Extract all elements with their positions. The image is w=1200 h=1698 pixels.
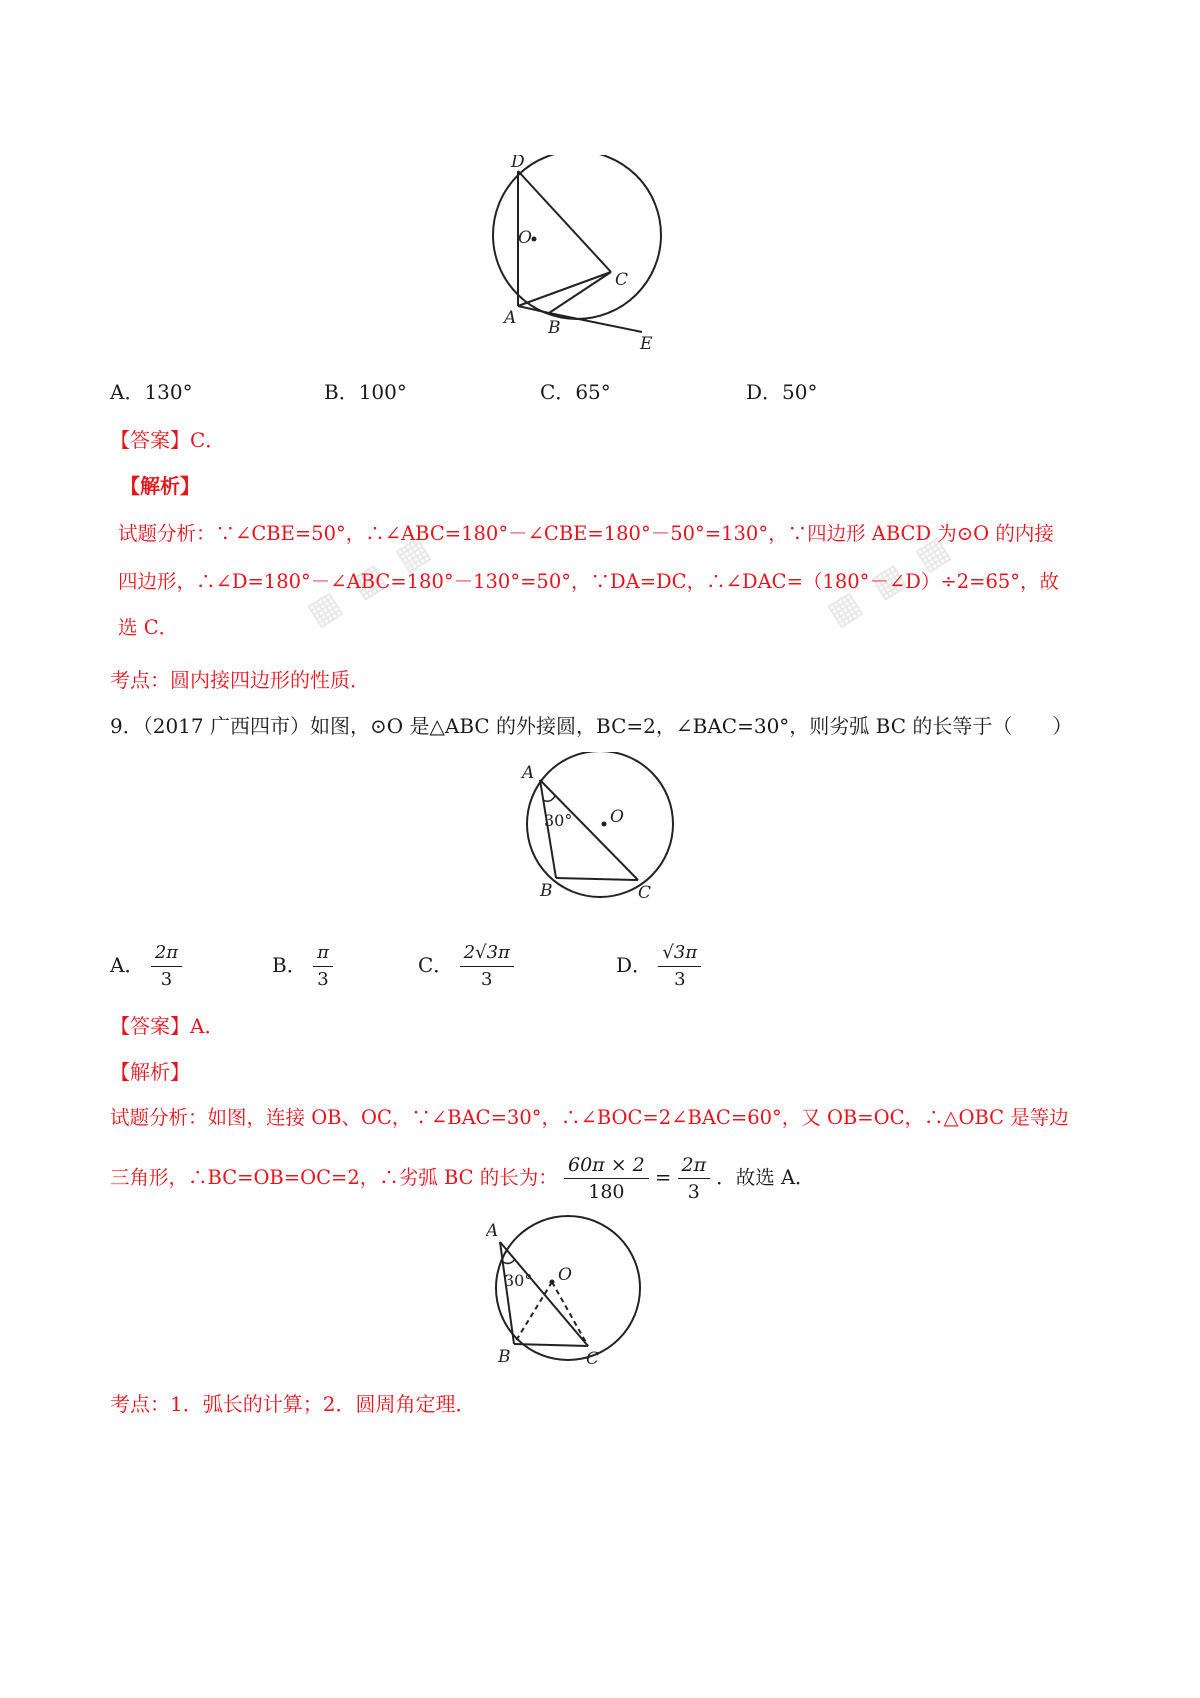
q8-line-BE bbox=[549, 313, 642, 332]
q9-analysis-line-2-suffix: ．故选 A． bbox=[716, 1166, 815, 1189]
q9s-angle-arc bbox=[503, 1259, 515, 1263]
q9s-label-O: O bbox=[558, 1265, 572, 1285]
q9-solution-figure bbox=[486, 1214, 656, 1374]
q9-option-d: D． $\frac{√3\pi}{3}$ bbox=[616, 942, 701, 991]
q8-analysis-line-3: 选 C． bbox=[118, 616, 179, 639]
q9-analysis-heading: 【解析】 bbox=[110, 1060, 190, 1084]
q9-label-O: O bbox=[610, 807, 624, 827]
q9s-label-C: C bbox=[586, 1349, 600, 1369]
q9-option-b: B． $\frac{\pi}{3}$ bbox=[272, 942, 333, 991]
q8-option-c: C．65° bbox=[540, 380, 611, 404]
q9-analysis-line-2 bbox=[110, 1148, 815, 1208]
q8-line-DC bbox=[518, 171, 611, 272]
q9s-label-A: A bbox=[486, 1221, 499, 1241]
q8-circle-figure bbox=[470, 155, 700, 355]
q9-angle-arc bbox=[543, 796, 555, 801]
q9-option-a: A． $\frac{2\pi}{3}$ bbox=[110, 942, 182, 991]
q9s-label-B: B bbox=[498, 1347, 511, 1367]
q8-label-B: B bbox=[548, 318, 561, 338]
q9-label-B: B bbox=[540, 881, 553, 901]
q9-frac-arc-formula: $\frac{60\pi \times 2}{180}$ bbox=[564, 1154, 649, 1203]
q8-label-C: C bbox=[615, 270, 629, 290]
q9-frac-result: $\frac{2\pi}{3}$ bbox=[678, 1154, 711, 1203]
q8-option-b: B．100° bbox=[324, 380, 407, 404]
q9-line-BC bbox=[556, 878, 638, 880]
q8-label-O: O bbox=[518, 228, 532, 248]
q9s-line-OC-dashed bbox=[552, 1282, 588, 1346]
q9-circle-figure bbox=[510, 752, 690, 912]
q9-center-dot bbox=[602, 822, 607, 827]
watermark: ▦ ▦ ▦ bbox=[820, 525, 961, 635]
q8-option-d: D．50° bbox=[746, 380, 818, 404]
q9s-line-AC bbox=[500, 1242, 588, 1346]
q8-answer: 【答案】C． bbox=[110, 428, 226, 452]
q8-kaodian: 考点：圆内接四边形的性质． bbox=[110, 668, 370, 692]
q9s-center-dot bbox=[550, 1280, 555, 1285]
q9-label-angle: 30° bbox=[544, 811, 573, 830]
q9-option-c: C． $\frac{2√3\pi}{3}$ bbox=[418, 942, 514, 991]
q9-kaodian: 考点：1．弧长的计算；2．圆周角定理． bbox=[110, 1392, 476, 1416]
q8-option-a: A．130° bbox=[110, 380, 193, 404]
q8-analysis-line-2: 四边形，∴∠D=180°－∠ABC=180°－130°=50°，∵DA=DC，∴∠DAC=（180°－∠D）÷2=65°，故 bbox=[118, 570, 1060, 593]
q9s-label-angle: 30° bbox=[504, 1271, 533, 1290]
q9-label-C: C bbox=[638, 883, 652, 903]
q9-analysis-line-1: 试题分析：如图，连接 OB、OC，∵∠BAC=30°，∴∠BOC=2∠BAC=60°，又 OB=OC，∴△OBC 是等边 bbox=[110, 1106, 1069, 1129]
q9-equals: = bbox=[654, 1166, 672, 1189]
q8-line-AC bbox=[518, 272, 611, 306]
q8-label-A: A bbox=[504, 308, 517, 328]
q8-analysis-heading: 【解析】 bbox=[120, 474, 200, 498]
watermark: ▦ ▦ ▦ bbox=[300, 525, 441, 635]
q8-line-BC bbox=[549, 272, 611, 313]
q8-analysis-line-1: 试题分析：∵∠CBE=50°，∴∠ABC=180°－∠CBE=180°－50°=130°，∵四边形 ABCD 为⊙O 的内接 bbox=[118, 522, 1054, 545]
q9-label-A: A bbox=[522, 763, 535, 783]
q9s-line-OB-dashed bbox=[514, 1282, 552, 1344]
q8-label-E: E bbox=[640, 334, 653, 354]
q9-stem: 9．（2017 广西四市）如图，⊙O 是△ABC 的外接圆，BC=2，∠BAC=30°，则劣弧 BC 的长等于（ ） bbox=[110, 714, 1073, 738]
q9-analysis-line-2-prefix: 三角形，∴BC=OB=OC=2，∴劣弧 BC 的长为： bbox=[110, 1166, 558, 1189]
q8-label-D: D bbox=[511, 155, 525, 172]
q8-center-dot bbox=[532, 237, 537, 242]
q9-answer: 【答案】A． bbox=[110, 1014, 225, 1038]
